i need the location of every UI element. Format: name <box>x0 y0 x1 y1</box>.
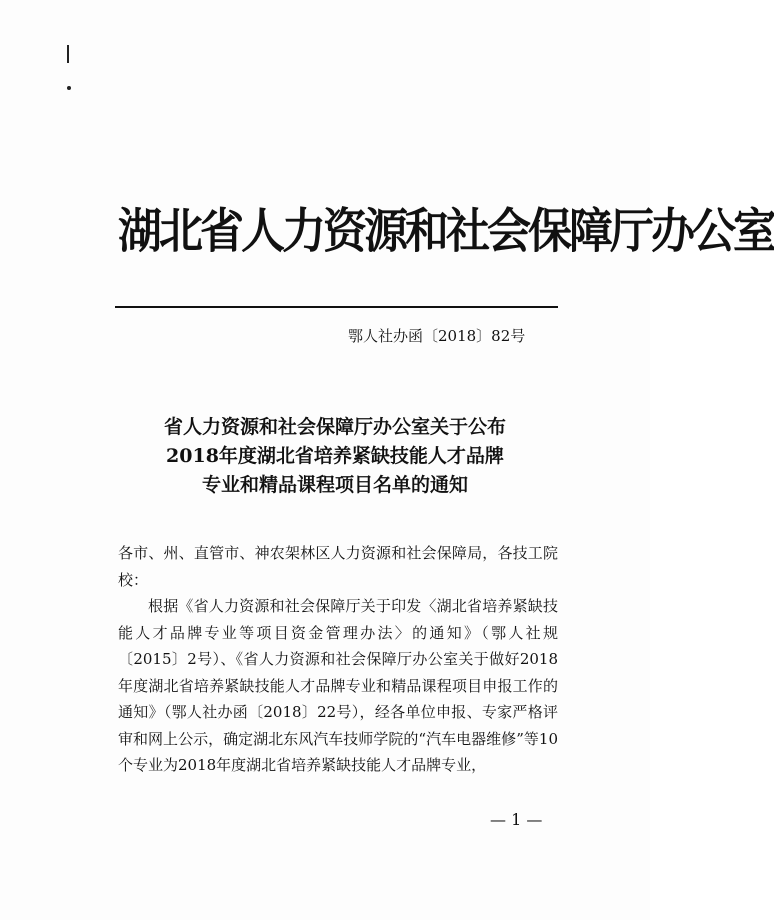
masthead-rule <box>115 306 558 308</box>
page-number: — 1 — <box>490 810 543 829</box>
notice-title <box>100 413 570 500</box>
binding-dot <box>67 86 71 90</box>
body-paragraph: 根据《省人力资源和社会保障厅关于印发〈湖北省培养紧缺技能人才品牌专业等项目资金管理办法〉的通知》（鄂人社规〔2015〕2号）、《省人力资源和社会保障厅办公室关于做好2018年度湖北省培养紧缺技能人才品牌专业和精品课程项目申报工作的通知》（鄂人社办函〔2018〕22号），经各单位申报、专家严格评审和网上公示，确定湖北东风汽车技师学院的“汽车电器维修”等10个专业为2018年度湖北省培养紧缺技能人才品牌专业， <box>118 597 558 774</box>
title-line: 2018年度湖北省培养紧缺技能人才品牌 <box>166 445 504 467</box>
recipients: 各市、州、直管市、神农架林区人力资源和社会保障局，各技工院校： <box>118 544 558 589</box>
notice-body <box>118 540 558 779</box>
title-line: 省人力资源和社会保障厅办公室关于公布 <box>163 416 506 438</box>
document-number: 鄂人社办函〔2018〕82号 <box>348 327 526 345</box>
binding-mark <box>67 45 69 63</box>
masthead: 湖北省人力资源和社会保障厅办公室 <box>118 204 774 260</box>
title-line: 专业和精品课程项目名单的通知 <box>201 474 468 496</box>
